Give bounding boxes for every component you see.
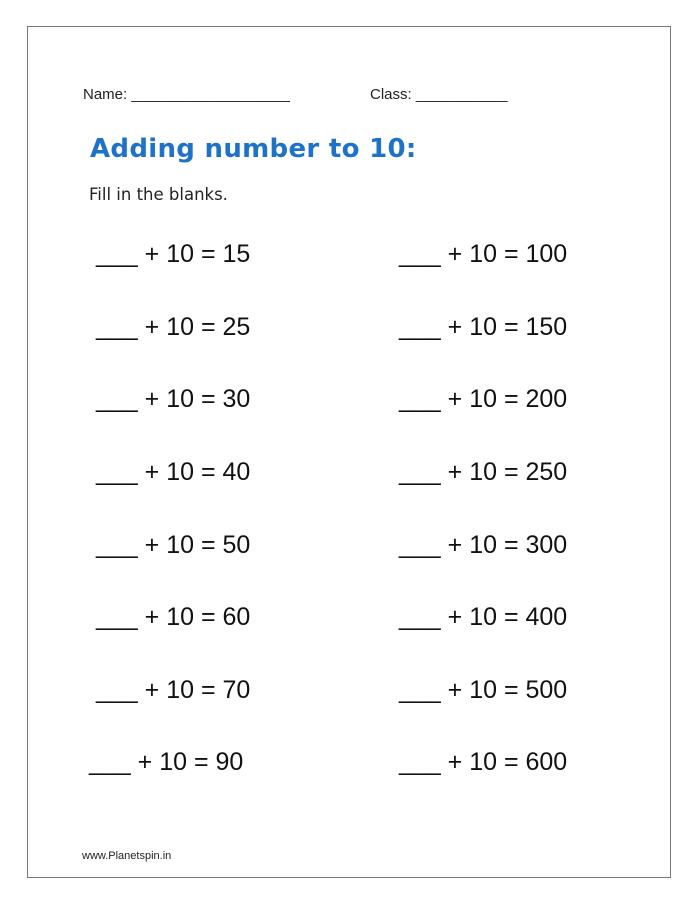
problem-left-4[interactable]: ___ + 10 = 40: [96, 458, 251, 486]
problem-right-5[interactable]: ___ + 10 = 300: [399, 531, 568, 559]
problem-right-7[interactable]: ___ + 10 = 500: [399, 676, 568, 704]
problem-left-1[interactable]: ___ + 10 = 15: [96, 240, 251, 268]
worksheet-title: Adding number to 10:: [90, 134, 417, 164]
problem-left-3[interactable]: ___ + 10 = 30: [96, 385, 251, 413]
problem-right-3[interactable]: ___ + 10 = 200: [399, 385, 568, 413]
class-field[interactable]: Class: ___________: [370, 86, 508, 103]
footer-website: www.Planetspin.in: [82, 850, 172, 862]
problem-left-2[interactable]: ___ + 10 = 25: [96, 313, 251, 341]
problem-right-1[interactable]: ___ + 10 = 100: [399, 240, 568, 268]
problem-right-8[interactable]: ___ + 10 = 600: [399, 748, 568, 776]
name-field[interactable]: Name: ___________________: [83, 86, 290, 103]
problem-right-2[interactable]: ___ + 10 = 150: [399, 313, 568, 341]
problem-left-5[interactable]: ___ + 10 = 50: [96, 531, 251, 559]
problem-left-8[interactable]: ___ + 10 = 90: [89, 748, 244, 776]
problem-right-6[interactable]: ___ + 10 = 400: [399, 603, 568, 631]
problem-left-6[interactable]: ___ + 10 = 60: [96, 603, 251, 631]
problem-left-7[interactable]: ___ + 10 = 70: [96, 676, 251, 704]
instruction-text: Fill in the blanks.: [89, 185, 228, 204]
problem-right-4[interactable]: ___ + 10 = 250: [399, 458, 568, 486]
